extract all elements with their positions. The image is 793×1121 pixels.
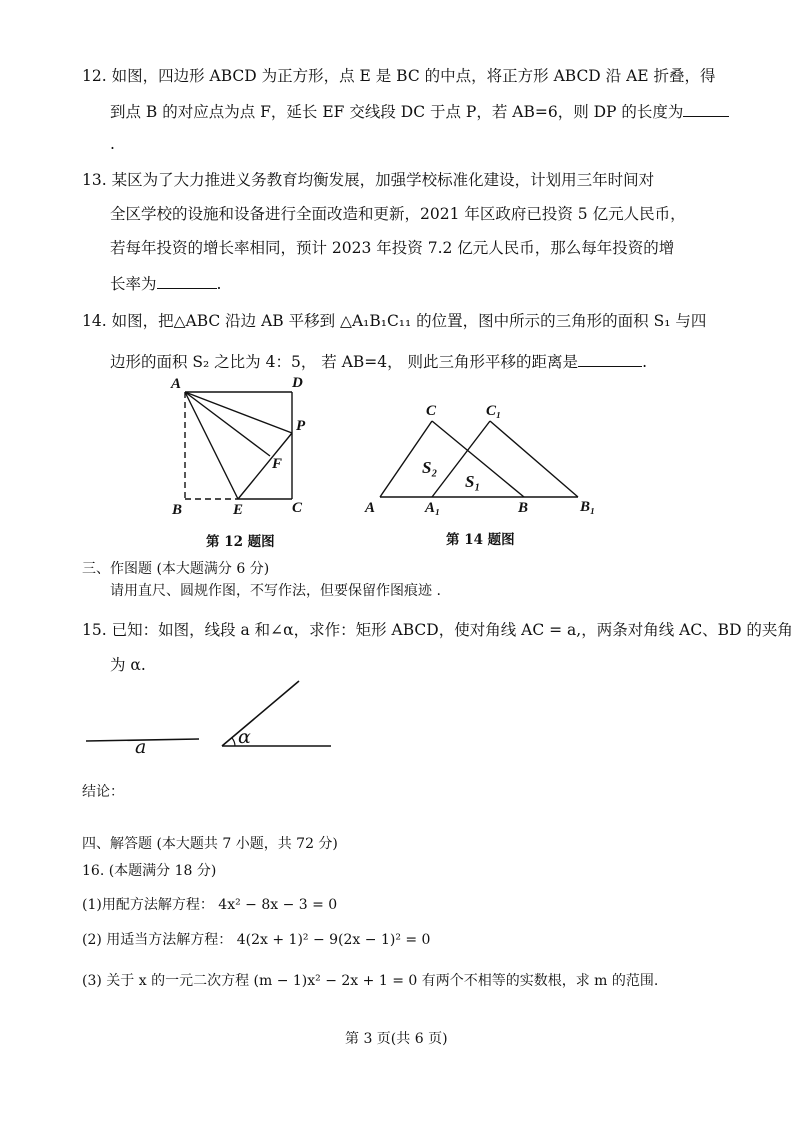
q15-angle-arc <box>232 738 235 746</box>
fig12-label-f: F <box>272 456 283 472</box>
q16-header: 16. (本题满分 18 分) <box>82 863 217 879</box>
q16-part3: (3) 关于 x 的一元二次方程 (m − 1)x² − 2x + 1 = 0 有两个不相等的实数根，求 m 的范围. <box>82 973 659 989</box>
fig12-label-a: A <box>171 376 182 392</box>
fig14-label-s2: S₂ <box>422 458 438 477</box>
fig14-label-b: B <box>518 500 529 516</box>
q13-line1: 13. 某区为了大力推进义务教育均衡发展，加强学校标准化建设，计划用三年时间对 <box>82 171 655 189</box>
q13-line2: 全区学校的设施和设备进行全面改造和更新，2021 年区政府已投资 5 亿元人民币， <box>110 205 686 223</box>
q13-line4-text: 长率为 <box>110 275 157 293</box>
q15-seg-label: a <box>135 736 147 758</box>
fig14-label-c: C <box>426 403 437 419</box>
section4-title: 四、解答题 (本大题共 7 小题，共 72 分) <box>82 836 338 852</box>
q14-line2-text: 边形的面积 S₂ 之比为 4：5， 若 AB=4， 则此三角形平移的距离是 <box>110 353 579 371</box>
fig14-label-c1: C₁ <box>486 403 502 419</box>
q15-angle-ray-upper <box>222 681 299 746</box>
q16-part1: (1)用配方法解方程： 4x² − 8x − 3 = 0 <box>82 897 338 913</box>
q15-line2: 为 α. <box>110 656 146 674</box>
page-footer: 第 3 页(共 6 页) <box>345 1031 448 1047</box>
q12-line3: . <box>110 135 115 153</box>
q14-line1: 14. 如图，把△ABC 沿边 AB 平移到 △A₁B₁C₁₁ 的位置，图中所示的三角形的面积 S₁ 与四 <box>82 312 707 330</box>
q16-part2: (2) 用适当方法解方程： 4(2x + 1)² − 9(2x − 1)² = 0 <box>82 932 431 948</box>
fig14-label-s1: S₁ <box>465 472 481 491</box>
fig14-label-a: A <box>365 500 376 516</box>
fig12-label-p: P <box>296 418 306 434</box>
fig12-label-c: C <box>292 500 303 516</box>
q13-line4: 长率为 . <box>110 272 221 294</box>
q15-line1: 15. 已知：如图，线段 a 和∠α，求作：矩形 ABCD，使对角线 AC = a,，两条对角线 AC、BD 的夹角 <box>82 621 793 639</box>
q15-angle-label: α <box>238 726 251 748</box>
fig14-label-a1: A₁ <box>425 500 441 516</box>
fig12-label-e: E <box>233 502 244 518</box>
fig14-caption: 第 14 题图 <box>446 532 515 548</box>
fig12-label-b: B <box>172 502 183 518</box>
fig12-caption: 第 12 题图 <box>206 534 275 550</box>
q15-conclusion: 结论： <box>82 784 124 800</box>
fig12-label-d: D <box>292 375 303 391</box>
q12-line1: 12. 如图，四边形 ABCD 为正方形，点 E 是 BC 的中点，将正方形 ABCD 沿 AE 折叠，得 <box>82 67 716 85</box>
q14-line2: 边形的面积 S₂ 之比为 4：5， 若 AB=4， 则此三角形平移的距离是 . <box>110 350 647 372</box>
section3-instruction: 请用直尺、圆规作图，不写作法，但要保留作图痕迹 . <box>110 583 441 599</box>
fig14-label-b1: B₁ <box>580 499 596 515</box>
q13-line3: 若每年投资的增长率相同，预计 2023 年投资 7.2 亿元人民币，那么每年投资的增 <box>110 239 675 257</box>
section3-title: 三、作图题 (本大题满分 6 分) <box>82 561 270 577</box>
q12-line2-text: 到点 B 的对应点为点 F，延长 EF 交线段 DC 于点 P，若 AB=6，则 DP 的长度为 <box>110 103 684 121</box>
